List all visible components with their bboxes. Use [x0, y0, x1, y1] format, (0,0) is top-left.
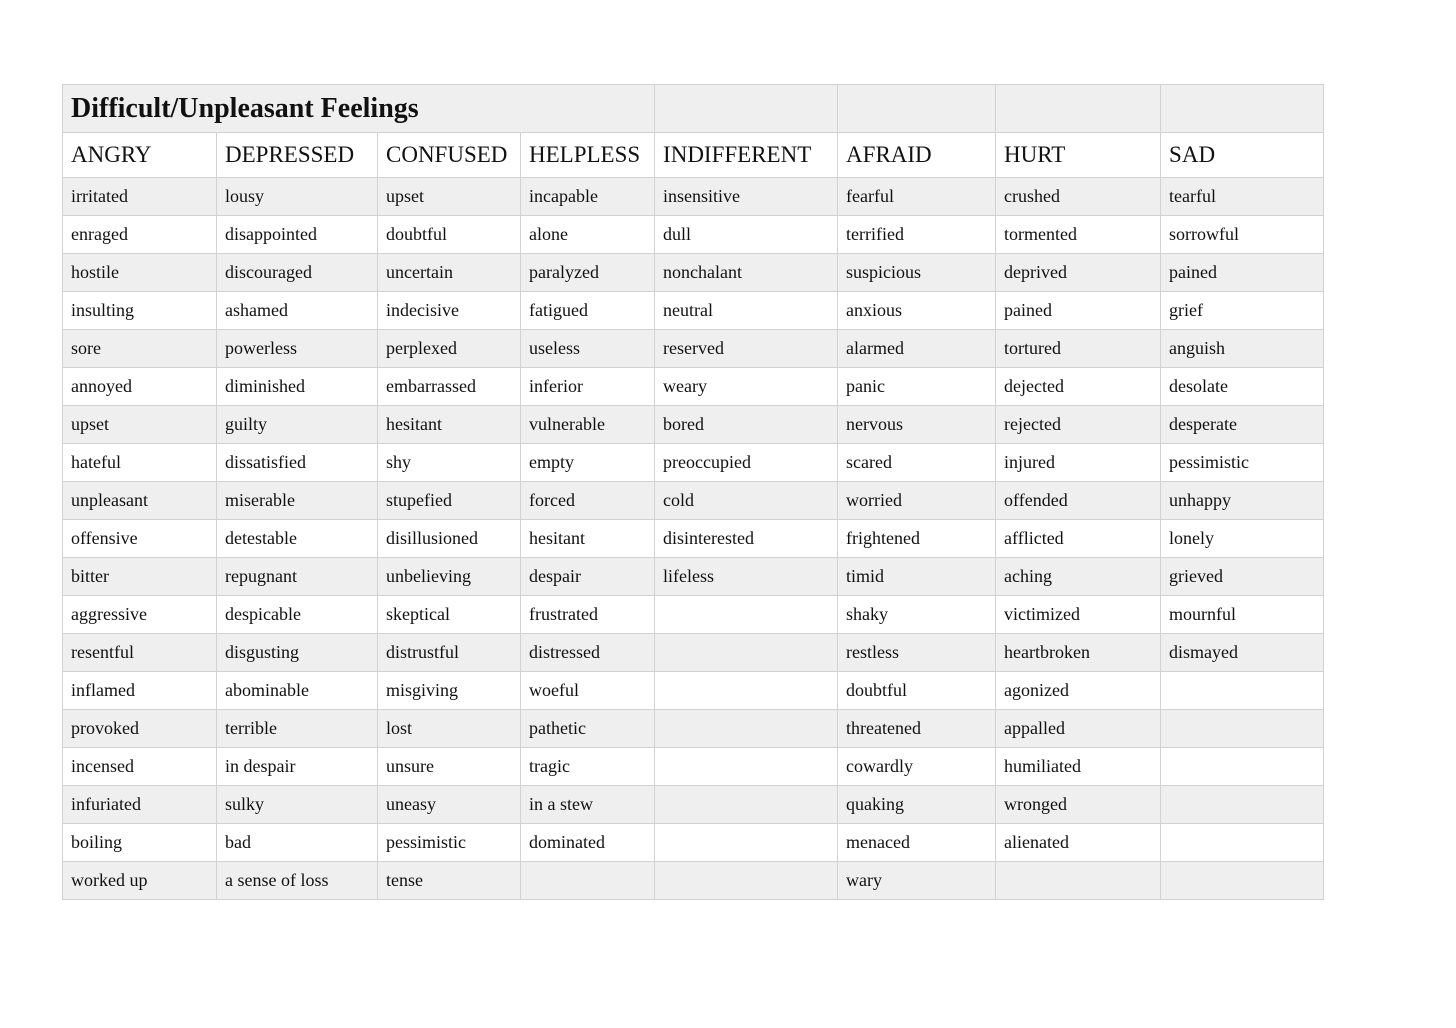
table-row	[63, 862, 1324, 900]
feeling-cell-helpless: forced	[521, 482, 655, 520]
feeling-cell-confused: unbelieving	[378, 558, 521, 596]
table-row	[63, 786, 1324, 824]
feeling-cell-helpless: despair	[521, 558, 655, 596]
feeling-cell-sad: dismayed	[1161, 634, 1324, 672]
table-row	[63, 406, 1324, 444]
feeling-cell-helpless: paralyzed	[521, 254, 655, 292]
feeling-cell-afraid: wary	[838, 862, 996, 900]
feeling-cell-afraid: threatened	[838, 710, 996, 748]
feeling-cell-angry: hostile	[63, 254, 217, 292]
feeling-cell-depressed: detestable	[217, 520, 378, 558]
column-header-confused: CONFUSED	[378, 133, 521, 178]
feeling-cell-hurt: rejected	[996, 406, 1161, 444]
feeling-cell-indifferent: insensitive	[655, 178, 838, 216]
feeling-cell-indifferent: cold	[655, 482, 838, 520]
feeling-cell-afraid: timid	[838, 558, 996, 596]
feeling-cell-helpless: pathetic	[521, 710, 655, 748]
feeling-cell-sad	[1161, 672, 1324, 710]
feeling-cell-hurt: agonized	[996, 672, 1161, 710]
feeling-cell-confused: pessimistic	[378, 824, 521, 862]
feeling-cell-helpless: vulnerable	[521, 406, 655, 444]
feeling-cell-hurt: tortured	[996, 330, 1161, 368]
feeling-cell-confused: perplexed	[378, 330, 521, 368]
title-row	[63, 85, 1324, 133]
feeling-cell-angry: upset	[63, 406, 217, 444]
feeling-cell-angry: incensed	[63, 748, 217, 786]
feeling-cell-helpless: distressed	[521, 634, 655, 672]
header-row	[63, 133, 1324, 178]
feeling-cell-helpless: fatigued	[521, 292, 655, 330]
column-header-afraid: AFRAID	[838, 133, 996, 178]
title-row-blank-cell	[838, 85, 996, 133]
feeling-cell-sad	[1161, 786, 1324, 824]
feeling-cell-helpless: woeful	[521, 672, 655, 710]
feeling-cell-depressed: abominable	[217, 672, 378, 710]
feeling-cell-angry: enraged	[63, 216, 217, 254]
feeling-cell-hurt: injured	[996, 444, 1161, 482]
feeling-cell-hurt: appalled	[996, 710, 1161, 748]
column-header-indifferent: INDIFFERENT	[655, 133, 838, 178]
feeling-cell-helpless: frustrated	[521, 596, 655, 634]
table-row	[63, 254, 1324, 292]
feeling-cell-depressed: disappointed	[217, 216, 378, 254]
feeling-cell-helpless	[521, 862, 655, 900]
column-header-hurt: HURT	[996, 133, 1161, 178]
feeling-cell-indifferent: neutral	[655, 292, 838, 330]
title-row-blank-cell	[655, 85, 838, 133]
feeling-cell-depressed: ashamed	[217, 292, 378, 330]
feeling-cell-angry: worked up	[63, 862, 217, 900]
table-row	[63, 558, 1324, 596]
feeling-cell-helpless: tragic	[521, 748, 655, 786]
feeling-cell-depressed: powerless	[217, 330, 378, 368]
feeling-cell-sad: grieved	[1161, 558, 1324, 596]
feeling-cell-confused: disillusioned	[378, 520, 521, 558]
feeling-cell-hurt	[996, 862, 1161, 900]
feeling-cell-confused: lost	[378, 710, 521, 748]
feeling-cell-helpless: dominated	[521, 824, 655, 862]
table-row	[63, 710, 1324, 748]
feeling-cell-sad: grief	[1161, 292, 1324, 330]
feeling-cell-sad: desolate	[1161, 368, 1324, 406]
feeling-cell-angry: aggressive	[63, 596, 217, 634]
column-header-depressed: DEPRESSED	[217, 133, 378, 178]
feeling-cell-confused: skeptical	[378, 596, 521, 634]
feeling-cell-depressed: in despair	[217, 748, 378, 786]
feeling-cell-afraid: worried	[838, 482, 996, 520]
feeling-cell-afraid: anxious	[838, 292, 996, 330]
feeling-cell-afraid: scared	[838, 444, 996, 482]
feeling-cell-helpless: useless	[521, 330, 655, 368]
feeling-cell-afraid: quaking	[838, 786, 996, 824]
table-row	[63, 824, 1324, 862]
table-row	[63, 178, 1324, 216]
feeling-cell-sad: unhappy	[1161, 482, 1324, 520]
feeling-cell-depressed: sulky	[217, 786, 378, 824]
feeling-cell-sad: tearful	[1161, 178, 1324, 216]
feeling-cell-depressed: bad	[217, 824, 378, 862]
feeling-cell-depressed: repugnant	[217, 558, 378, 596]
feeling-cell-hurt: crushed	[996, 178, 1161, 216]
feeling-cell-indifferent	[655, 748, 838, 786]
feeling-cell-sad: desperate	[1161, 406, 1324, 444]
feeling-cell-hurt: pained	[996, 292, 1161, 330]
feeling-cell-hurt: heartbroken	[996, 634, 1161, 672]
feeling-cell-helpless: empty	[521, 444, 655, 482]
feeling-cell-indifferent	[655, 710, 838, 748]
table-row	[63, 292, 1324, 330]
table-row	[63, 482, 1324, 520]
feeling-cell-afraid: doubtful	[838, 672, 996, 710]
feeling-cell-angry: offensive	[63, 520, 217, 558]
feeling-cell-sad: mournful	[1161, 596, 1324, 634]
feeling-cell-depressed: a sense of loss	[217, 862, 378, 900]
feeling-cell-angry: sore	[63, 330, 217, 368]
feeling-cell-indifferent: disinterested	[655, 520, 838, 558]
feeling-cell-helpless: inferior	[521, 368, 655, 406]
title-row-blank-cell	[996, 85, 1161, 133]
feeling-cell-helpless: incapable	[521, 178, 655, 216]
feeling-cell-depressed: despicable	[217, 596, 378, 634]
feeling-cell-confused: upset	[378, 178, 521, 216]
feeling-cell-indifferent: bored	[655, 406, 838, 444]
feeling-cell-confused: indecisive	[378, 292, 521, 330]
feeling-cell-afraid: cowardly	[838, 748, 996, 786]
feeling-cell-afraid: panic	[838, 368, 996, 406]
feeling-cell-angry: annoyed	[63, 368, 217, 406]
table-row	[63, 444, 1324, 482]
table-row	[63, 330, 1324, 368]
feeling-cell-confused: distrustful	[378, 634, 521, 672]
feeling-cell-confused: doubtful	[378, 216, 521, 254]
feeling-cell-hurt: wronged	[996, 786, 1161, 824]
column-header-helpless: HELPLESS	[521, 133, 655, 178]
feeling-cell-indifferent	[655, 862, 838, 900]
feeling-cell-confused: uneasy	[378, 786, 521, 824]
feeling-cell-hurt: alienated	[996, 824, 1161, 862]
feeling-cell-indifferent	[655, 634, 838, 672]
table-row	[63, 368, 1324, 406]
feeling-cell-hurt: deprived	[996, 254, 1161, 292]
feeling-cell-sad: pained	[1161, 254, 1324, 292]
column-header-angry: ANGRY	[63, 133, 217, 178]
feeling-cell-indifferent	[655, 596, 838, 634]
feeling-cell-afraid: menaced	[838, 824, 996, 862]
feeling-cell-afraid: suspicious	[838, 254, 996, 292]
feeling-cell-afraid: fearful	[838, 178, 996, 216]
column-header-sad: SAD	[1161, 133, 1324, 178]
feeling-cell-depressed: diminished	[217, 368, 378, 406]
feeling-cell-indifferent	[655, 824, 838, 862]
feeling-cell-angry: provoked	[63, 710, 217, 748]
feeling-cell-hurt: tormented	[996, 216, 1161, 254]
feeling-cell-depressed: terrible	[217, 710, 378, 748]
feeling-cell-depressed: guilty	[217, 406, 378, 444]
feeling-cell-afraid: nervous	[838, 406, 996, 444]
feeling-cell-indifferent: weary	[655, 368, 838, 406]
feelings-table	[62, 84, 1324, 900]
feeling-cell-hurt: humiliated	[996, 748, 1161, 786]
feeling-cell-confused: embarrassed	[378, 368, 521, 406]
feeling-cell-hurt: afflicted	[996, 520, 1161, 558]
feeling-cell-hurt: offended	[996, 482, 1161, 520]
feeling-cell-angry: insulting	[63, 292, 217, 330]
feeling-cell-angry: resentful	[63, 634, 217, 672]
feeling-cell-indifferent: dull	[655, 216, 838, 254]
feeling-cell-indifferent: nonchalant	[655, 254, 838, 292]
feeling-cell-angry: boiling	[63, 824, 217, 862]
table-row	[63, 596, 1324, 634]
feeling-cell-helpless: hesitant	[521, 520, 655, 558]
feeling-cell-angry: hateful	[63, 444, 217, 482]
table-title: Difficult/Unpleasant Feelings	[63, 85, 655, 133]
feeling-cell-helpless: alone	[521, 216, 655, 254]
feeling-cell-confused: shy	[378, 444, 521, 482]
feeling-cell-hurt: dejected	[996, 368, 1161, 406]
feeling-cell-sad: pessimistic	[1161, 444, 1324, 482]
feeling-cell-sad	[1161, 862, 1324, 900]
table-row	[63, 672, 1324, 710]
feeling-cell-indifferent: reserved	[655, 330, 838, 368]
feeling-cell-hurt: victimized	[996, 596, 1161, 634]
feeling-cell-confused: stupefied	[378, 482, 521, 520]
feeling-cell-confused: tense	[378, 862, 521, 900]
feeling-cell-sad: lonely	[1161, 520, 1324, 558]
feeling-cell-sad	[1161, 748, 1324, 786]
feeling-cell-depressed: disgusting	[217, 634, 378, 672]
feeling-cell-angry: inflamed	[63, 672, 217, 710]
feeling-cell-indifferent	[655, 672, 838, 710]
feeling-cell-sad: anguish	[1161, 330, 1324, 368]
feeling-cell-depressed: lousy	[217, 178, 378, 216]
feeling-cell-confused: misgiving	[378, 672, 521, 710]
feeling-cell-afraid: restless	[838, 634, 996, 672]
feeling-cell-sad	[1161, 824, 1324, 862]
feeling-cell-sad: sorrowful	[1161, 216, 1324, 254]
feeling-cell-depressed: miserable	[217, 482, 378, 520]
feeling-cell-afraid: alarmed	[838, 330, 996, 368]
table-row	[63, 748, 1324, 786]
feeling-cell-indifferent: lifeless	[655, 558, 838, 596]
feeling-cell-depressed: dissatisfied	[217, 444, 378, 482]
feeling-cell-afraid: frightened	[838, 520, 996, 558]
feeling-cell-depressed: discouraged	[217, 254, 378, 292]
feeling-cell-afraid: shaky	[838, 596, 996, 634]
feeling-cell-indifferent	[655, 786, 838, 824]
table-row	[63, 634, 1324, 672]
feeling-cell-confused: uncertain	[378, 254, 521, 292]
title-row-blank-cell	[1161, 85, 1324, 133]
feeling-cell-helpless: in a stew	[521, 786, 655, 824]
feeling-cell-angry: bitter	[63, 558, 217, 596]
feeling-cell-angry: infuriated	[63, 786, 217, 824]
feeling-cell-angry: irritated	[63, 178, 217, 216]
feeling-cell-confused: hesitant	[378, 406, 521, 444]
feeling-cell-indifferent: preoccupied	[655, 444, 838, 482]
feeling-cell-hurt: aching	[996, 558, 1161, 596]
feeling-cell-afraid: terrified	[838, 216, 996, 254]
table-row	[63, 520, 1324, 558]
feeling-cell-confused: unsure	[378, 748, 521, 786]
feeling-cell-angry: unpleasant	[63, 482, 217, 520]
feeling-cell-sad	[1161, 710, 1324, 748]
table-row	[63, 216, 1324, 254]
